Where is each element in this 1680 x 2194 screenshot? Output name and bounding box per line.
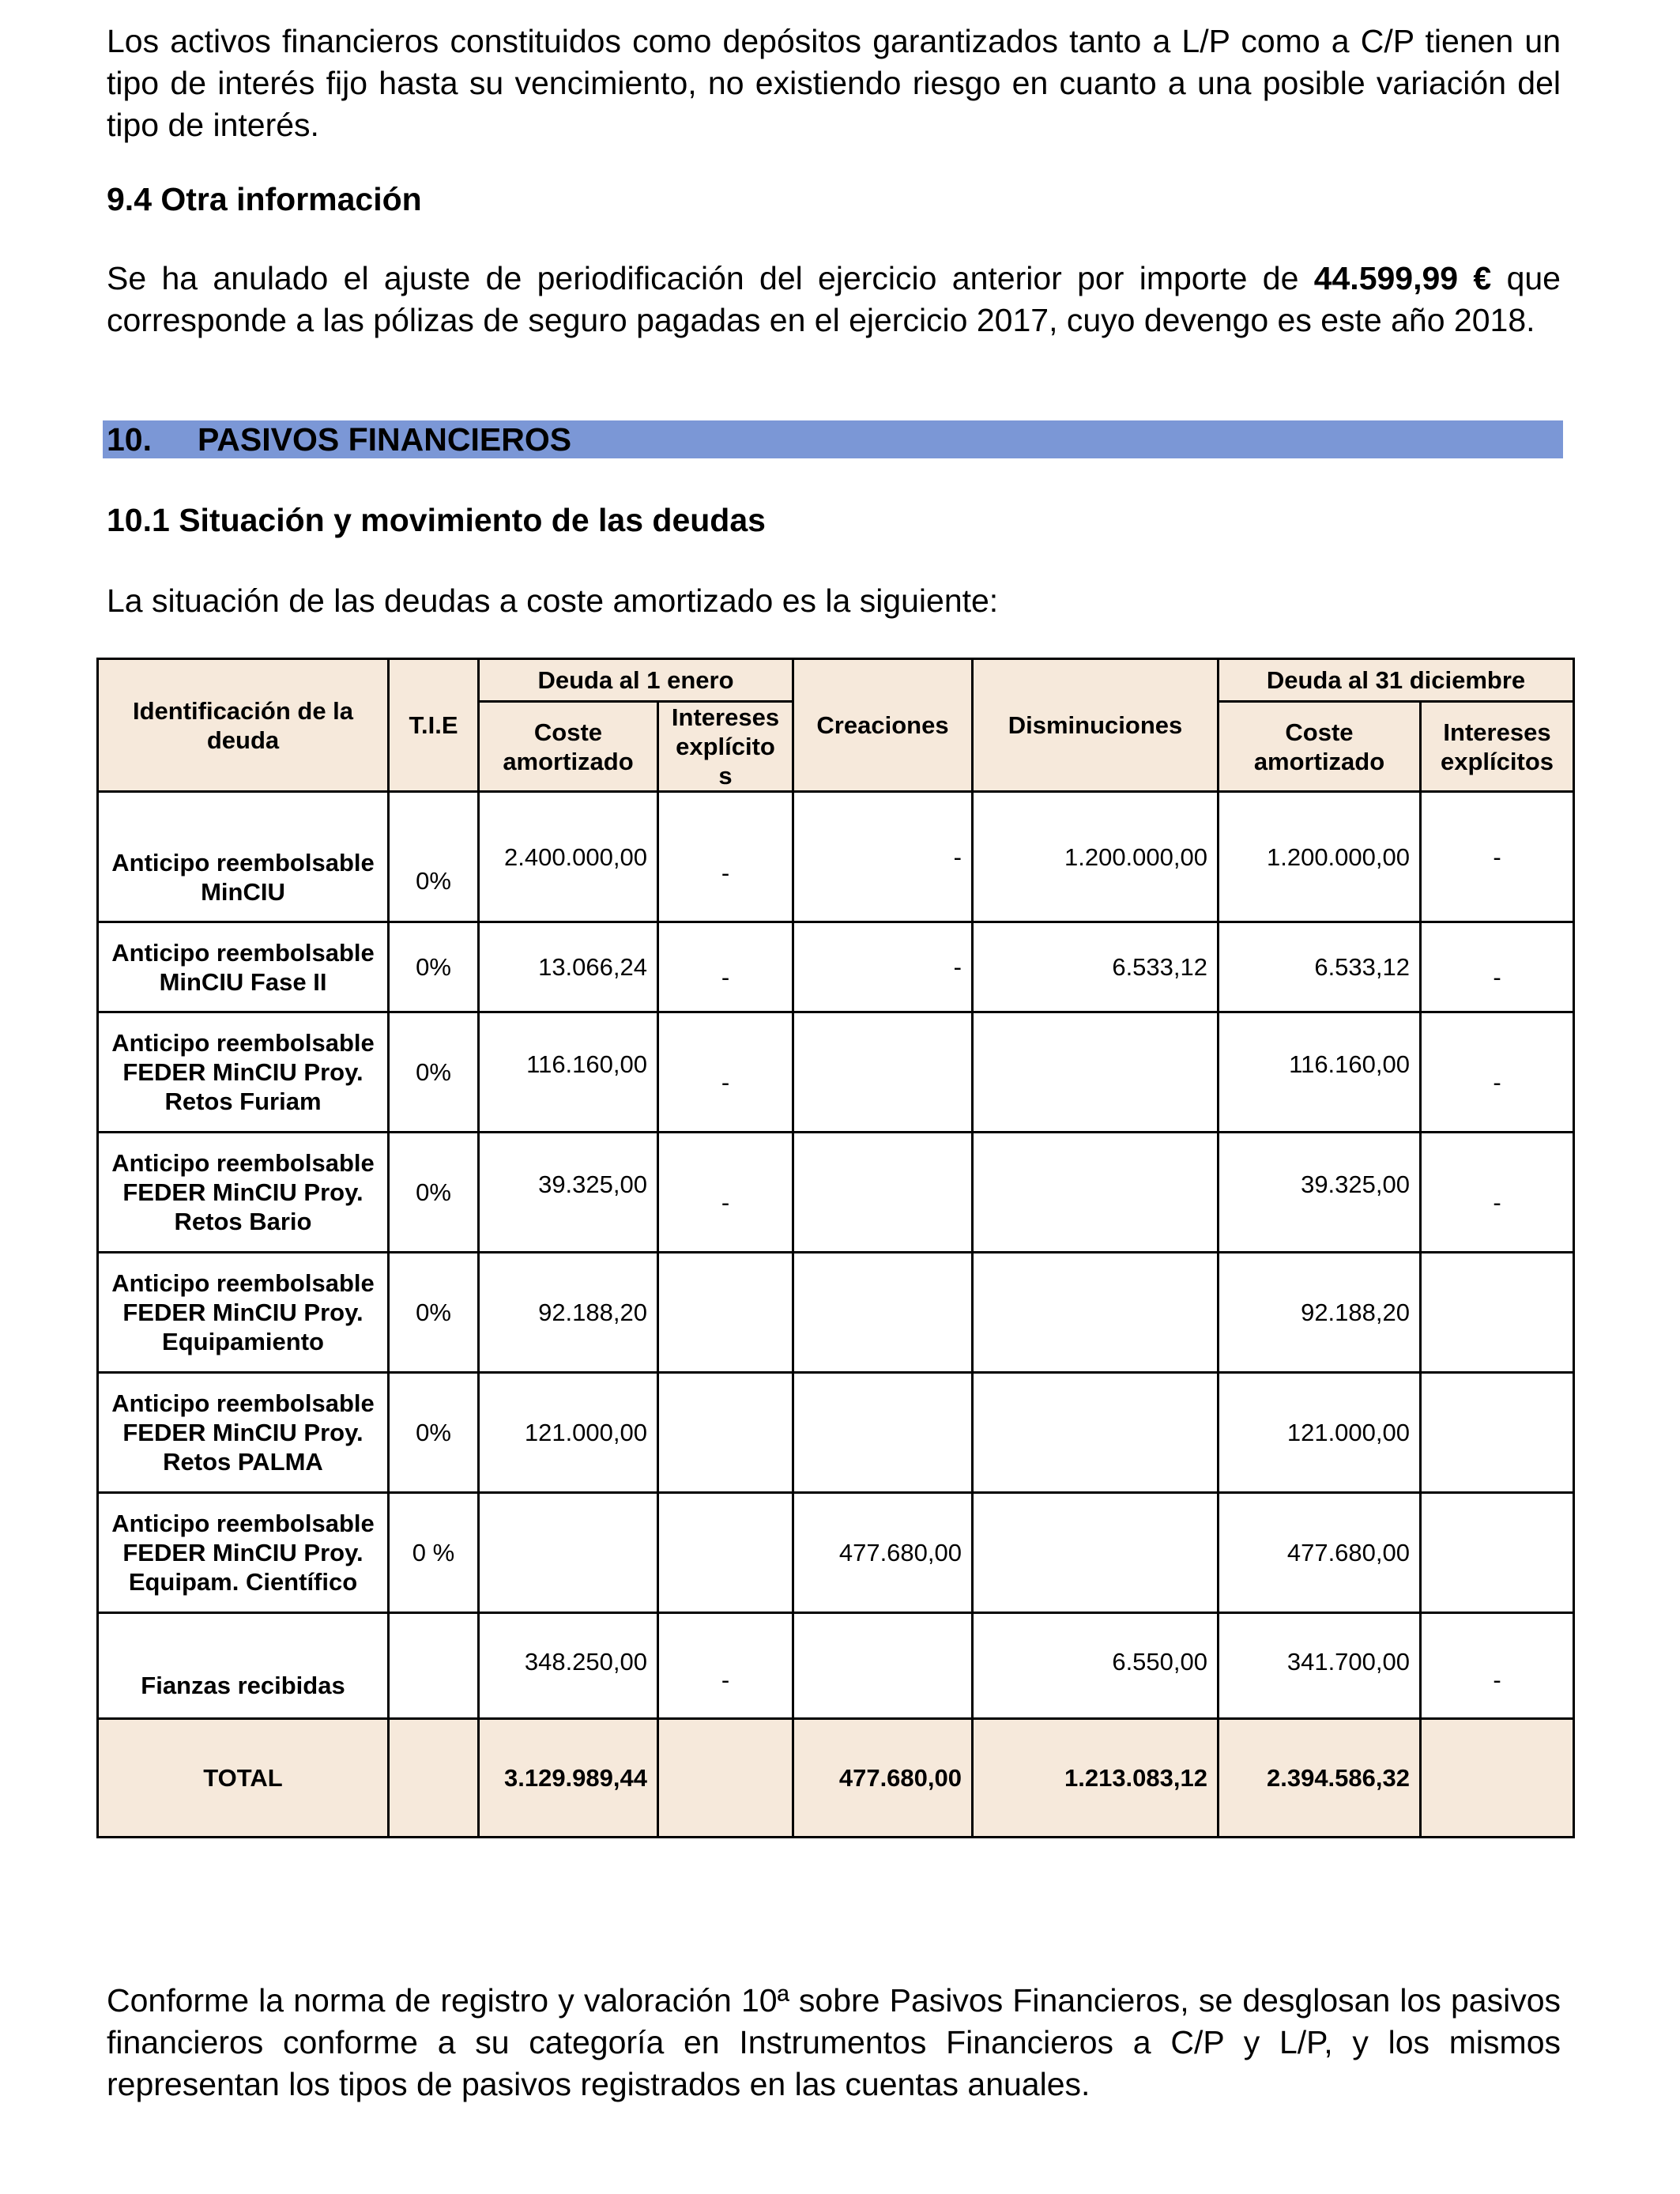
row-int-ini: - [658, 922, 793, 1012]
header-disminuciones: Disminuciones [973, 659, 1219, 792]
row-creaciones [793, 1012, 973, 1133]
total-int-ini [658, 1719, 793, 1838]
row-disminuciones: 6.533,12 [973, 922, 1219, 1012]
total-creaciones: 477.680,00 [793, 1719, 973, 1838]
row-coste-ini: 116.160,00 [479, 1012, 658, 1133]
header-creaciones: Creaciones [793, 659, 973, 792]
row-tie: 0% [389, 1253, 479, 1373]
row-coste-fin: 6.533,12 [1219, 922, 1421, 1012]
row-int-fin: - [1421, 1613, 1574, 1719]
total-label: TOTAL [98, 1719, 389, 1838]
row-tie: 0% [389, 1012, 479, 1133]
row-coste-ini: 2.400.000,00 [479, 792, 658, 922]
closing-paragraph: Conforme la norma de registro y valoración 10ª sobre Pasivos Financieros, se desglosan los pasivos financieros conforme a su categoría en Instrumentos Financieros a C/P y L/P, y los mismos representan los tipos de pasivos registrados en las cuentas anuales. [107, 1982, 1561, 2102]
total-coste-ini: 3.129.989,44 [479, 1719, 658, 1838]
row-tie: 0 % [389, 1493, 479, 1613]
header-deuda-1-enero: Deuda al 1 enero [479, 659, 793, 702]
row-coste-ini [479, 1493, 658, 1613]
row-tie: 0% [389, 922, 479, 1012]
row-creaciones: - [793, 792, 973, 922]
section-10-title: PASIVOS FINANCIEROS [198, 421, 572, 458]
row-int-ini [658, 1373, 793, 1493]
row-int-fin [1421, 1253, 1574, 1373]
table-row [98, 1493, 1574, 1613]
section-10-number: 10. [107, 421, 152, 458]
header-coste-amortizado-fin: Coste amortizado [1219, 702, 1421, 792]
section-9-4-text-before: Se ha anulado el ajuste de periodificación del ejercicio anterior por importe de [107, 260, 1314, 296]
row-creaciones [793, 1133, 973, 1253]
table-row [98, 1613, 1574, 1719]
table-total-row [98, 1719, 1574, 1838]
row-coste-fin: 1.200.000,00 [1219, 792, 1421, 922]
table-row [98, 922, 1574, 1012]
row-id: Anticipo reembolsable FEDER MinCIU Proy. Retos PALMA [98, 1373, 389, 1493]
total-int-fin [1421, 1719, 1574, 1838]
row-tie: 0% [389, 792, 479, 922]
row-coste-ini: 39.325,00 [479, 1133, 658, 1253]
row-creaciones: 477.680,00 [793, 1493, 973, 1613]
row-id: Anticipo reembolsable FEDER MinCIU Proy. Equipamiento [98, 1253, 389, 1373]
section-9-4-paragraph [107, 258, 1561, 341]
intro-paragraph: Los activos financieros constituidos como depósitos garantizados tanto a L/P como a C/P tienen un tipo de interés fijo hasta su vencimiento, no existiendo riesgo en cuanto a una posible variación del tipo de interés. [107, 23, 1561, 143]
row-creaciones [793, 1253, 973, 1373]
row-int-ini: - [658, 1133, 793, 1253]
row-int-fin: - [1421, 792, 1574, 922]
table-row [98, 1373, 1574, 1493]
row-tie: 0% [389, 1373, 479, 1493]
row-id: Anticipo reembolsable MinCIU [98, 792, 389, 922]
row-tie [389, 1613, 479, 1719]
section-10-1-lead: La situación de las deudas a coste amortizado es la siguiente: [107, 582, 999, 619]
total-disminuciones: 1.213.083,12 [973, 1719, 1219, 1838]
row-id: Anticipo reembolsable FEDER MinCIU Proy. Retos Furiam [98, 1012, 389, 1133]
row-disminuciones [973, 1373, 1219, 1493]
row-coste-fin: 477.680,00 [1219, 1493, 1421, 1613]
row-id: Anticipo reembolsable FEDER MinCIU Proy. Retos Bario [98, 1133, 389, 1253]
row-int-ini: - [658, 792, 793, 922]
row-coste-fin: 341.700,00 [1219, 1613, 1421, 1719]
row-int-ini [658, 1253, 793, 1373]
row-creaciones [793, 1613, 973, 1719]
row-id: Anticipo reembolsable MinCIU Fase II [98, 922, 389, 1012]
row-coste-ini: 92.188,20 [479, 1253, 658, 1373]
row-coste-ini: 348.250,00 [479, 1613, 658, 1719]
row-disminuciones [973, 1253, 1219, 1373]
debt-table [96, 658, 1575, 1838]
row-int-fin: - [1421, 1133, 1574, 1253]
total-coste-fin: 2.394.586,32 [1219, 1719, 1421, 1838]
table-row [98, 792, 1574, 922]
row-disminuciones [973, 1493, 1219, 1613]
row-int-ini: - [658, 1012, 793, 1133]
row-coste-ini: 121.000,00 [479, 1373, 658, 1493]
section-10-1-title: 10.1 Situación y movimiento de las deudas [107, 502, 766, 538]
table-row [98, 1253, 1574, 1373]
row-tie: 0% [389, 1133, 479, 1253]
row-coste-fin: 116.160,00 [1219, 1012, 1421, 1133]
row-int-fin [1421, 1373, 1574, 1493]
header-tie: T.I.E [389, 659, 479, 792]
row-disminuciones: 1.200.000,00 [973, 792, 1219, 922]
section-9-4-text-after: que corresponde a las pólizas de seguro pagadas en el ejercicio 2017, cuyo devengo es este año 2018. [107, 260, 1561, 338]
section-9-4-title: 9.4 Otra información [107, 181, 422, 217]
row-creaciones [793, 1373, 973, 1493]
row-coste-ini: 13.066,24 [479, 922, 658, 1012]
row-disminuciones: 6.550,00 [973, 1613, 1219, 1719]
header-intereses-fin: Intereses explícitos [1421, 702, 1574, 792]
header-identificacion: Identificación de la deuda [98, 659, 389, 792]
row-int-fin [1421, 1493, 1574, 1613]
row-coste-fin: 121.000,00 [1219, 1373, 1421, 1493]
header-coste-amortizado-ini: Coste amortizado [479, 702, 658, 792]
row-int-fin: - [1421, 1012, 1574, 1133]
header-intereses-ini: Intereses explícito s [658, 702, 793, 792]
row-int-ini: - [658, 1613, 793, 1719]
row-int-ini [658, 1493, 793, 1613]
row-disminuciones [973, 1133, 1219, 1253]
row-coste-fin: 39.325,00 [1219, 1133, 1421, 1253]
table-row [98, 1133, 1574, 1253]
row-id: Fianzas recibidas [98, 1613, 389, 1719]
row-int-fin: - [1421, 922, 1574, 1012]
section-10-header-bar [103, 420, 1563, 458]
total-tie [389, 1719, 479, 1838]
row-creaciones: - [793, 922, 973, 1012]
row-coste-fin: 92.188,20 [1219, 1253, 1421, 1373]
row-disminuciones [973, 1012, 1219, 1133]
row-id: Anticipo reembolsable FEDER MinCIU Proy. Equipam. Científico [98, 1493, 389, 1613]
section-9-4-amount: 44.599,99 € [1313, 260, 1492, 296]
header-deuda-31-diciembre: Deuda al 31 diciembre [1219, 659, 1574, 702]
table-row [98, 1012, 1574, 1133]
